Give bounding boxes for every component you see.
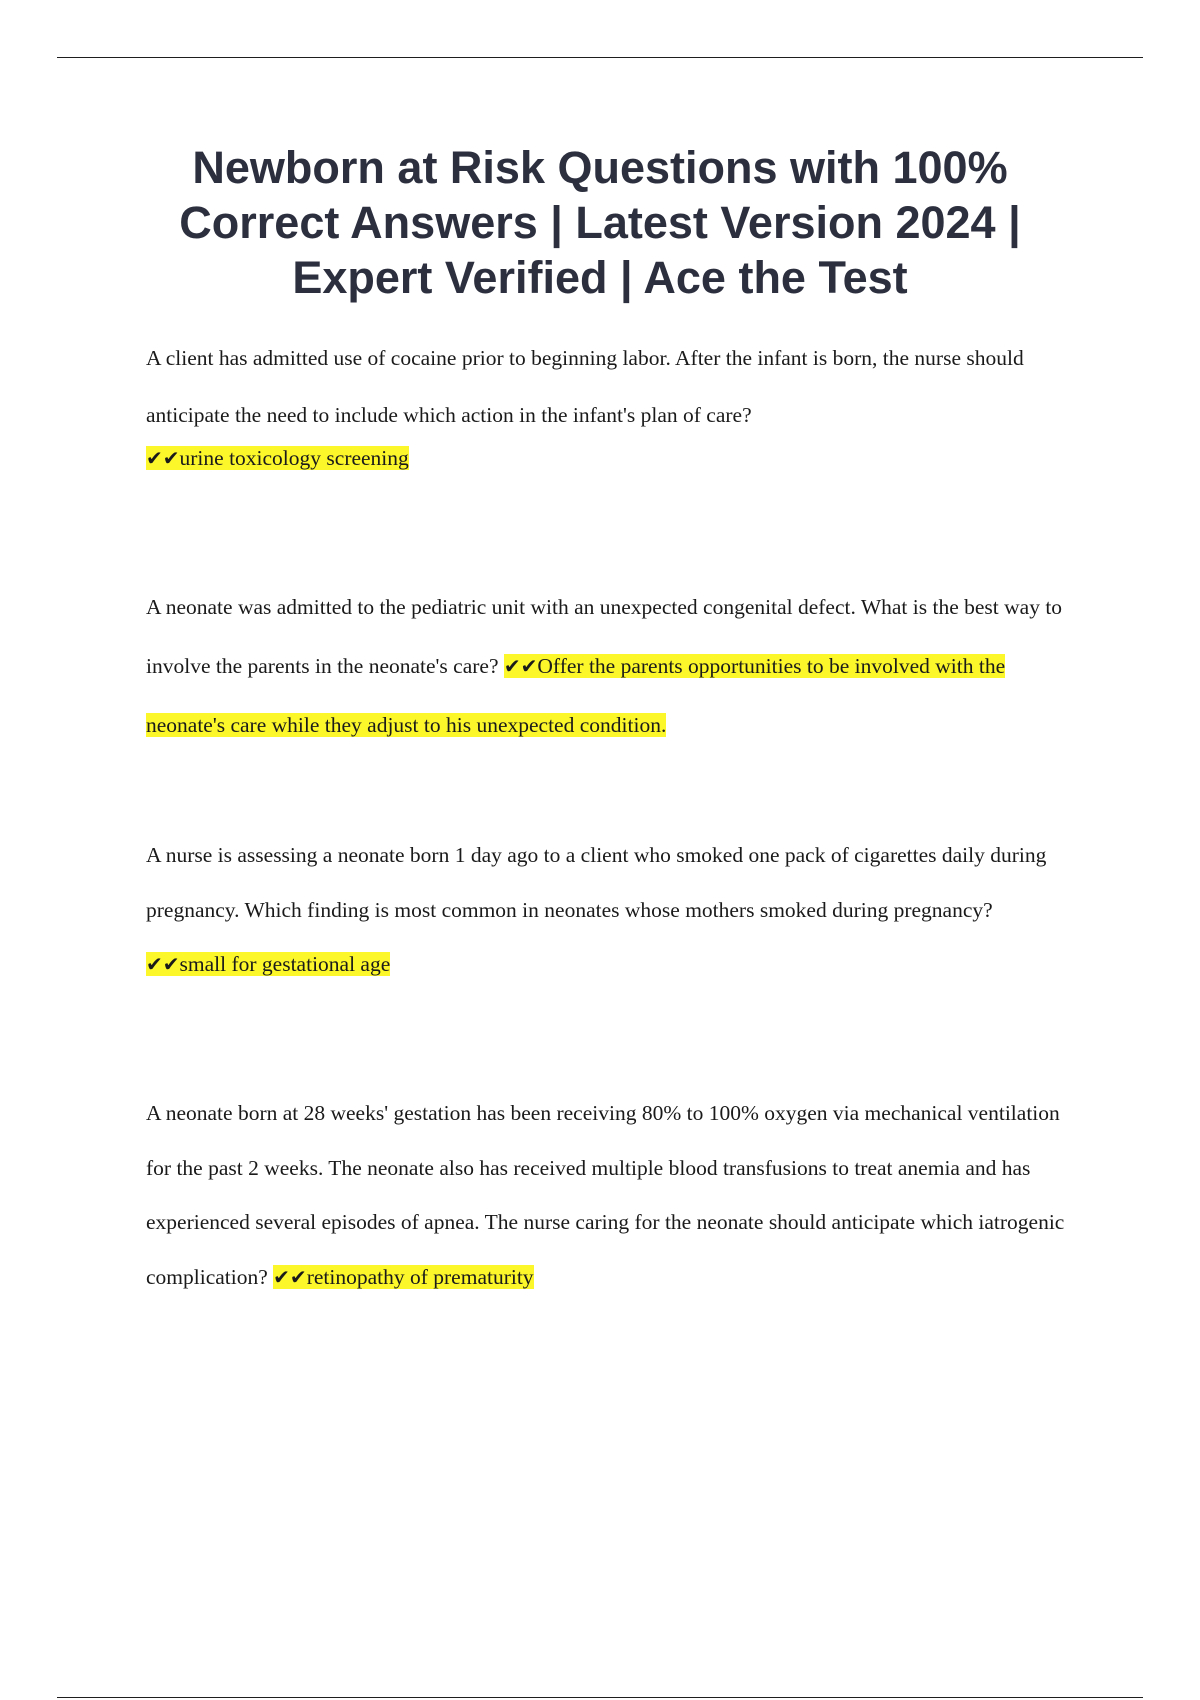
answer-highlight — [273, 1265, 533, 1289]
top-rule — [57, 57, 1143, 58]
answer-text: small for gestational age — [179, 952, 391, 976]
double-check-icon: ✔✔ — [146, 446, 180, 470]
question-text: A nurse is assessing a neonate born 1 day ago to a client who smoked one pack of cigarettes daily during pregnancy. Which finding is most common in neonates whose mothers smoked during pregnancy? — [146, 843, 1047, 922]
answer-highlight — [146, 952, 390, 976]
question-text: A neonate was admitted to the pediatric unit with an unexpected congenital defect. What is the best way to involve the parents in the neonate's care? — [146, 595, 1063, 678]
bottom-rule — [57, 1697, 1143, 1698]
double-check-icon: ✔✔ — [273, 1264, 307, 1289]
double-check-icon: ✔✔ — [503, 654, 538, 678]
answer-text: retinopathy of prematurity — [306, 1264, 534, 1289]
answer-text: Offer the parents opportunities to be involved with the neonate's care while they adjust to his unexpected condition. — [146, 654, 1006, 737]
answer-highlight — [146, 446, 409, 470]
double-check-icon: ✔✔ — [146, 952, 180, 976]
question-text: A client has admitted use of cocaine prior to beginning labor. After the infant is born, the nurse should anticipate the need to include which action in the infant's plan of care? — [146, 346, 1024, 427]
document-title: Newborn at Risk Questions with 100% Correct Answers | Latest Version 2024 | Expert Verified | Ace the Test — [179, 142, 1021, 303]
question-block-3 — [146, 828, 1076, 992]
question-block-1 — [146, 330, 1076, 476]
question-block-4 — [146, 1086, 1076, 1304]
question-block-2 — [146, 578, 1076, 755]
answer-text: urine toxicology screening — [179, 446, 409, 470]
question-text: A neonate born at 28 weeks' gestation has been receiving 80% to 100% oxygen via mechanical ventilation for the past 2 weeks. The neonate also has received multiple blood transfusions to treat anemia and has experienced several episodes of apnea. The nurse caring for the neonate should anticipate which iatrogenic complication? — [146, 1101, 1065, 1289]
